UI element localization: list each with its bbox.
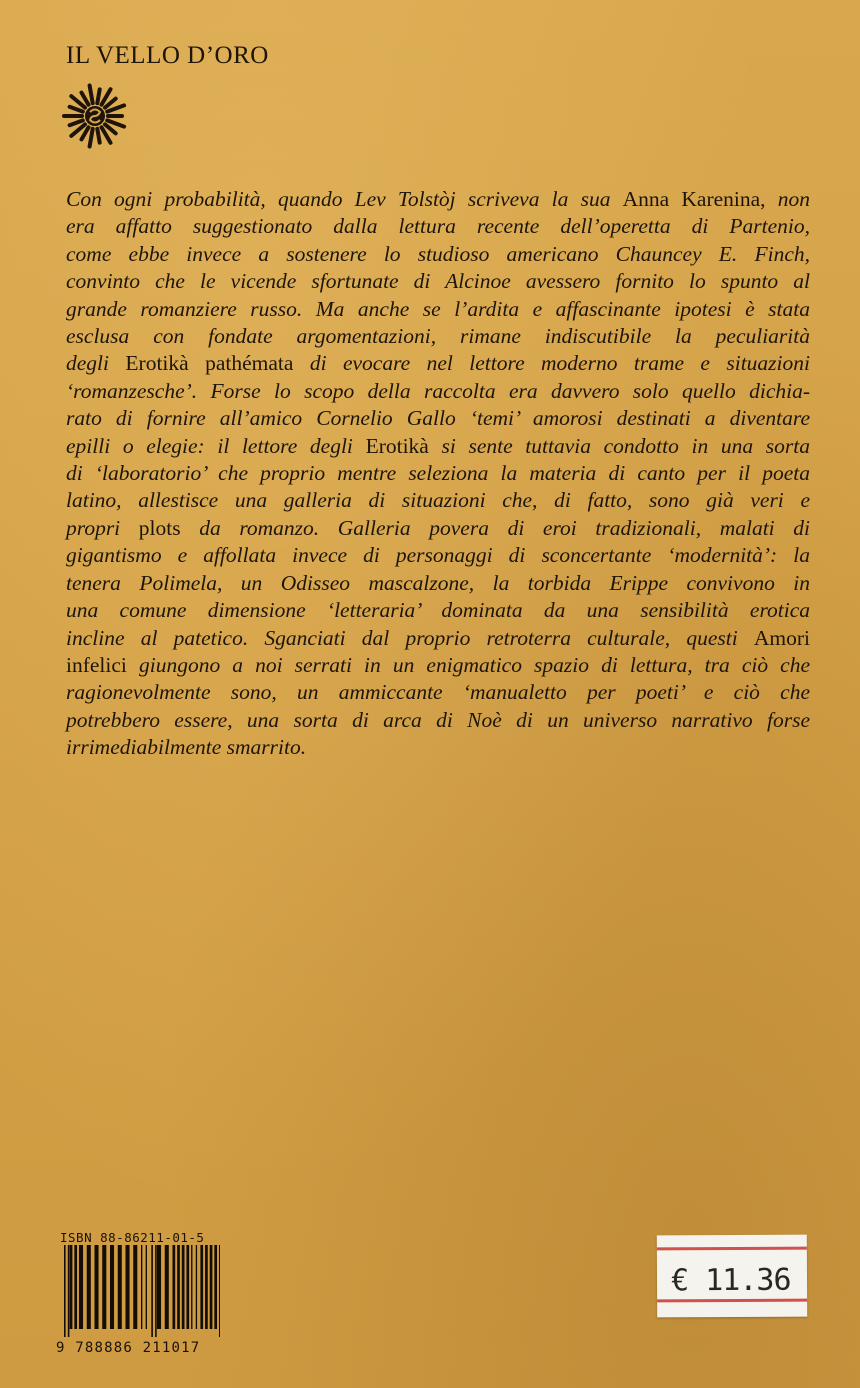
blurb-text-italic: di ‘laboratorio’ che proprio mentre seleziona la materia di canto per il poeta (66, 461, 810, 486)
blurb-text-italic: una comune dimensione ‘letteraria’ dominata da una sensibilità erotica (66, 598, 810, 623)
barcode-bar (196, 1245, 197, 1329)
price-sticker (657, 1235, 807, 1318)
blurb-text-italic: rato di fornire all’amico Cornelio Gallo ‘temi’ amorosi destinati a diventare (66, 406, 810, 431)
series-title: IL VELLO D’ORO (66, 42, 269, 69)
blurb-text-italic: epilli o elegie: il lettore degli (66, 433, 366, 458)
barcode-bar (70, 1245, 73, 1329)
blurb-line (66, 487, 810, 514)
blurb-text-italic: degli (66, 351, 126, 376)
blurb-text-italic: era affatto suggestionato dalla lettura recente dell’operetta di Partenio, (66, 214, 810, 239)
ean-digits: 9 788886 211017 (56, 1340, 201, 1356)
blurb-text-roman: Erotikà pathémata (125, 351, 310, 376)
barcode-bar (157, 1245, 161, 1329)
price-sticker-stripe (657, 1247, 807, 1251)
barcode-bar (210, 1245, 213, 1329)
blurb-text-italic: esclusa con fondate argomentazioni, rimane indiscutibile la peculiarità (66, 324, 810, 349)
barcode-graphic (60, 1245, 220, 1337)
blurb-line (66, 433, 810, 460)
blurb-text-italic: si sente tuttavia condotto in una sorta (441, 433, 810, 458)
blurb-text-italic: potrebbero essere, una sorta di arca di Noè di un universo narrativo forse (66, 707, 810, 732)
blurb-text-italic: Con ogni probabilità, quando Lev Tolstòj scriveva la sua (66, 187, 623, 211)
blurb-text-roman: Amori (753, 625, 810, 650)
isbn-label: ISBN 88-86211-01-5 (60, 1230, 205, 1245)
blurb-text-italic: giungono a noi serrati in un enigmatico spazio di lettura, tra ciò che (138, 652, 810, 677)
isbn-barcode-block (56, 1230, 220, 1360)
blurb-line (66, 460, 810, 487)
blurb-line (66, 734, 810, 761)
barcode-bar (118, 1245, 122, 1329)
barcode-bar (155, 1245, 157, 1337)
blurb-text-roman: Anna Karenina, (622, 187, 778, 211)
barcode-bar (87, 1245, 91, 1329)
blurb-line (66, 515, 810, 542)
blurb-line (66, 405, 810, 432)
blurb-line (66, 652, 810, 679)
barcode-bar (126, 1245, 130, 1329)
barcode-bar (214, 1245, 217, 1329)
barcode-bar (186, 1245, 189, 1329)
blurb-line (66, 323, 810, 350)
blurb-line (66, 378, 810, 405)
blurb-line (66, 241, 810, 268)
blurb-line (66, 570, 810, 597)
barcode-bar (200, 1245, 203, 1329)
blurb-text-roman: infelici (66, 652, 139, 677)
blurb-line (66, 625, 810, 652)
barcode-bar (173, 1245, 176, 1329)
blurb-text-italic: irrimediabilmente smarrito. (66, 735, 307, 760)
blurb-line (66, 679, 810, 706)
blurb-line (66, 350, 810, 377)
blurb-text-italic: gigantismo e affollata invece di personaggi di sconcertante ‘modernità’: la (66, 543, 810, 568)
blurb-text-italic: convinto che le vicende sfortunate di Alcinoe avessero fornito lo spunto al (66, 269, 810, 294)
blurb-text-italic: latino, allestisce una galleria di situazioni che, di fatto, sono già veri e (66, 488, 810, 513)
barcode-bar (110, 1245, 114, 1329)
blurb-line (66, 213, 810, 240)
blurb-text-italic: da romanzo. Galleria povera di eroi tradizionali, malati di (199, 515, 810, 540)
sun-emblem-icon (62, 78, 128, 150)
blurb-line (66, 707, 810, 734)
barcode-bar (151, 1245, 153, 1337)
blurb-text-roman: Erotikà (365, 433, 442, 458)
blurb-text-italic: tenera Polimela, un Odisseo mascalzone, la torbida Erippe convivono in (66, 570, 810, 595)
barcode-bar (146, 1245, 147, 1329)
price-text: € 11.36 (670, 1262, 791, 1299)
barcode-bar (205, 1245, 208, 1329)
blurb-text-italic: come ebbe invece a sostenere lo studioso americano Chauncey E. Finch, (66, 241, 810, 266)
barcode-bar (165, 1245, 169, 1329)
blurb-text-italic: propri (66, 515, 139, 540)
barcode-bar (95, 1245, 99, 1329)
barcode-bar (133, 1245, 137, 1329)
blurb-line (66, 296, 810, 323)
blurb-text-italic: grande romanziere russo. Ma anche se l’ardita e affascinante ipotesi è stata (66, 296, 810, 321)
barcode-bar (64, 1245, 66, 1337)
blurb-line (66, 268, 810, 295)
blurb-text-italic: non (777, 187, 811, 211)
barcode-bar (191, 1245, 192, 1329)
blurb-text-italic: ragionevolmente sono, un ammiccante ‘manualetto per poeti’ e ciò che (66, 680, 810, 705)
barcode-bar (68, 1245, 70, 1337)
back-cover-blurb (66, 186, 810, 762)
blurb-text-italic: di evocare nel lettore moderno trame e situazioni (309, 351, 810, 376)
barcode-bar (102, 1245, 106, 1329)
blurb-text-italic: ‘romanzesche’. Forse lo scopo della raccolta era davvero solo quello dichia- (66, 378, 810, 403)
blurb-line (66, 186, 810, 213)
blurb-text-italic: incline al patetico. Sganciati dal proprio retroterra culturale, questi (66, 625, 754, 650)
barcode-bar (79, 1245, 83, 1329)
blurb-line (66, 597, 810, 624)
barcode-bar (74, 1245, 77, 1329)
price-sticker-stripe-lower (657, 1299, 807, 1303)
barcode-bar (141, 1245, 142, 1329)
blurb-line (66, 542, 810, 569)
barcode-bar (182, 1245, 185, 1329)
blurb-text-roman: plots (138, 515, 200, 540)
barcode-bar (219, 1245, 220, 1337)
barcode-bar (177, 1245, 180, 1329)
